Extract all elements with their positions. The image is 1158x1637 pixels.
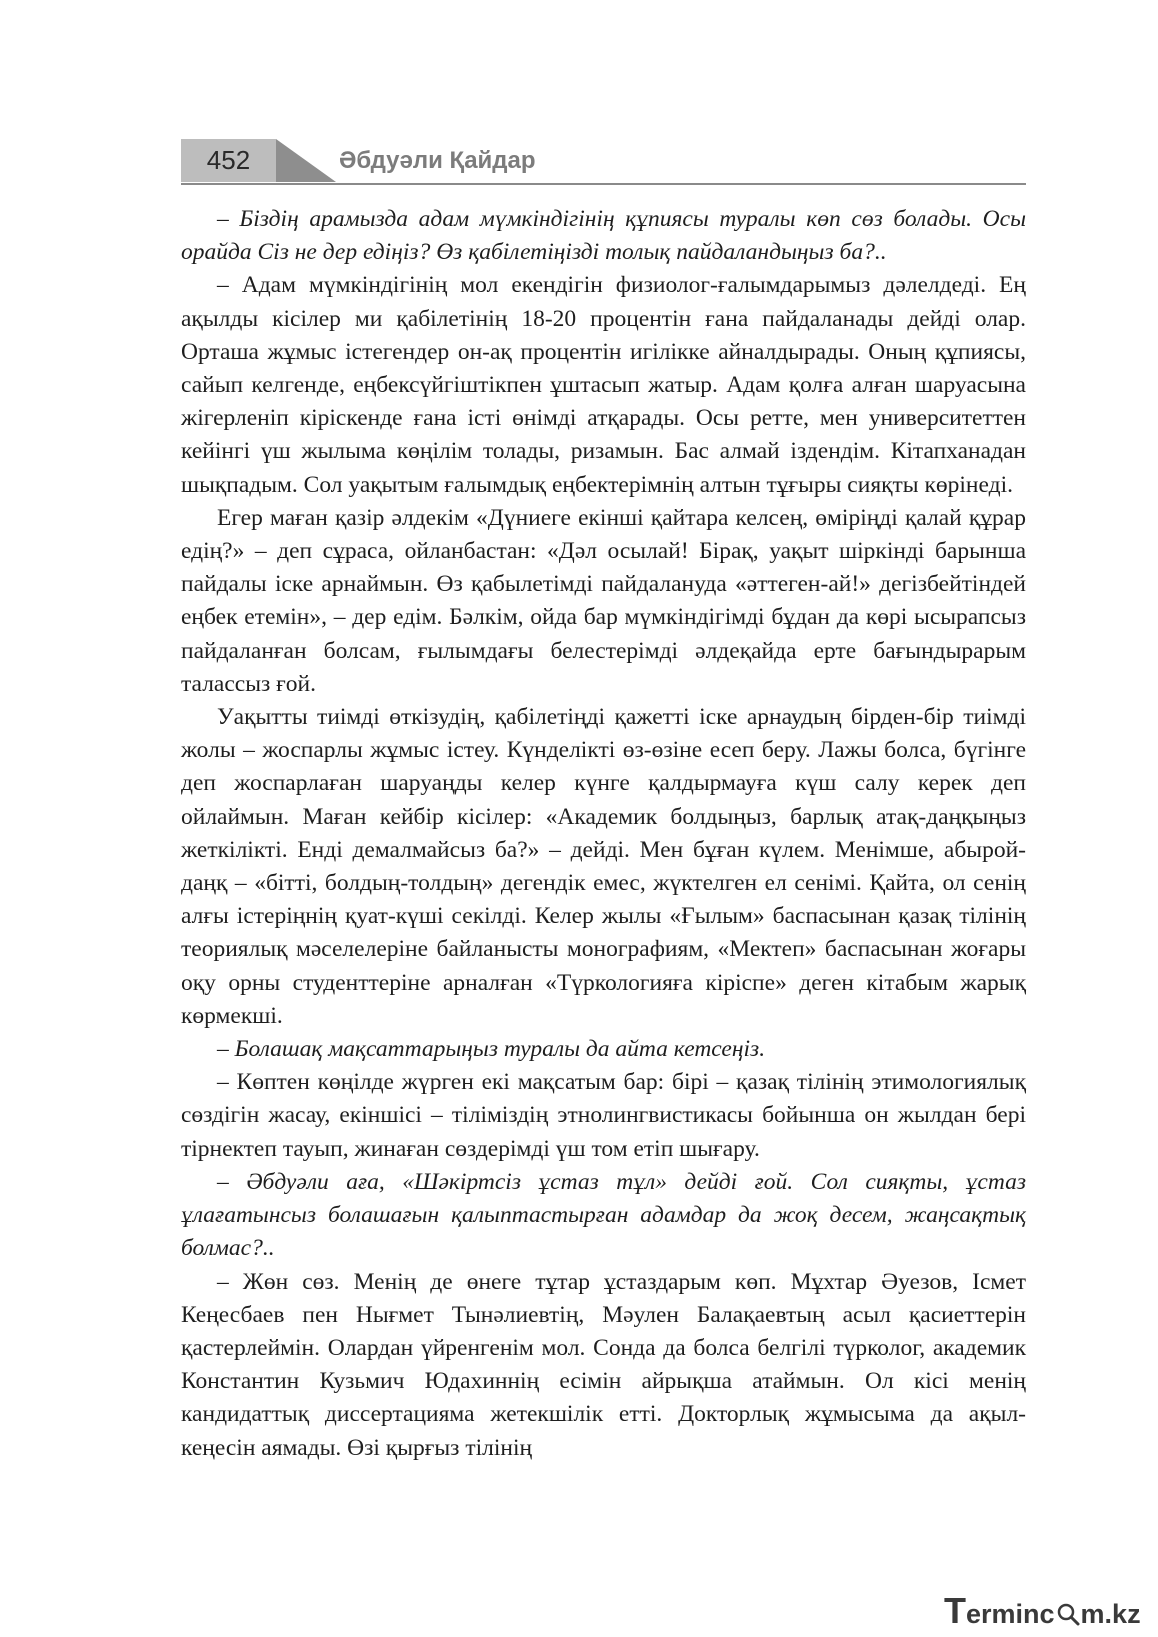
header-rule xyxy=(181,183,1026,185)
paragraph: Егер маған қазір әлдекім «Дүниеге екінші қайтара келсең, өміріңді қалай құрар едің?» – деп сұраса, ойланбастан: «Дәл осылай! Бірақ, уақыт шіркінді барынша пайдалы іске арнаймын. Өз қабылетімді пайдалануда «әттеген-ай!» дегізбейтіндей еңбек етемін», – дер едім. Бәлкім, ойда бар мүмкіндігімді бұдан да көрі ысырапсыз пайдаланған болсам, ғылымдағы белестерімді әлдеқайда ерте бағындырарым талассыз ғой. xyxy=(181,504,1026,697)
page-header xyxy=(181,139,1026,189)
interview-question: – Біздің арамызда адам мүмкіндігінің құпиясы туралы көп сөз болады. Осы орайда Сіз не дер едіңіз? Өз қабілетіңізді толық пайдаландыңыз ба?.. xyxy=(181,206,1026,266)
paragraph: Уақытты тиімді өткізудің, қабілетіңді қажетті іске арнаудың бірден-бір тиімді жолы – жоспарлы жұмыс істеу. Күнделікті өз-өзіне есеп беру. Лажы болса, бүгінге деп жоспарлаған шаруаңды келер күнге қалдырмауға күш салу керек деп ойлаймын. Маған кейбір кісілер: «Академик болдыңыз, барлық атақ-даңқыңыз жеткілікті. Енді демалмайсыз ба?» – дейді. Мен бұған күлем. Менімше, абырой-даңқ – «бітті, болдың-толдың» дегендік емес, жүктелген ел сенімі. Қайта, ол сенің алғы істеріңнің қуат-күші секілді. Келер жылы «Ғылым» баспасынан қазақ тілінің теориялық мәселелеріне байланысты монографиям, «Мектеп» баспасынан жоғары оқу орны студенттеріне арналған «Түркологияға кіріспе» деген кітабым жарық көрмекші. xyxy=(181,704,1026,1029)
watermark-text-middle: erminc xyxy=(966,1599,1055,1629)
termincom-watermark xyxy=(944,1590,1141,1633)
interview-answer: – Жөн сөз. Менің де өнеге тұтар ұстаздарым көп. Мұхтар Әуезов, Ісмет Кеңесбаев пен Нығмет Тынәлиевтің, Мәулен Балақаевтың асыл қасиеттерін қастерлеймін. Олардан үйренгенім мол. Сонда да болса белгілі түрколог, академик Константин Кузьмич Юдахиннің есімін айрықша атаймын. Ол кісі менің кандидаттық диссертацияма жетекшілік етті. Докторлық жұмысыма да ақыл-кеңесін аямады. Өзі қырғыз тілінің xyxy=(181,1268,1026,1461)
interview-question: – Әбдуәли аға, «Шәкіртсіз ұстаз тұл» дейді ғой. Сол сияқты, ұстаз ұлағатынсыз болашағын қалыптастырған адамдар да жоқ десем, жаңсақтық болмас?.. xyxy=(181,1168,1026,1262)
interview-question: – Болашақ мақсаттарыңыз туралы да айта кетсеңіз. xyxy=(217,1036,766,1063)
header-tab-slope xyxy=(276,139,336,182)
interview-answer: – Адам мүмкіндігінің мол екендігін физиолог-ғалымдарымыз дәлелдеді. Ең ақылды кісілер ми қабілетінің 18-20 процентін ғана пайдаланады дейді олар. Орташа жұмыс істегендер он-ақ процентін игілікке айналдырады. Оның құпиясы, сайып келгенде, еңбексүйгіштікпен ұштасып жатыр. Адам қолға алған шаруасына жігерленіп кірiскенде ғана істі өнімді атқарады. Осы ретте, мен университеттен кейінгі үш жылыма көңілім толады, ризамын. Бас алмай іздендім. Кітапханадан шықпадым. Сол уақытым ғалымдық еңбектерімнің алтын тұғыры сияқты көрінеді. xyxy=(181,272,1026,498)
watermark-first-letter: T xyxy=(944,1590,966,1631)
magnifier-icon xyxy=(1056,1602,1080,1633)
body-text xyxy=(181,203,1026,1465)
page-number: 452 xyxy=(206,145,251,175)
watermark-text-end: m.kz xyxy=(1080,1599,1141,1629)
running-title: Әбдуәли Қайдар xyxy=(339,147,536,174)
interview-answer: – Көптен көңілде жүрген екі мақсатым бар: бірі – қазақ тілінің этимологиялық сөздігін жасау, екіншісі – тіліміздің этнолингвистикасы бойынша он жылдан бері тірнектеп тауып, жинаған сөздерімді үш том етіп шығару. xyxy=(181,1069,1026,1162)
